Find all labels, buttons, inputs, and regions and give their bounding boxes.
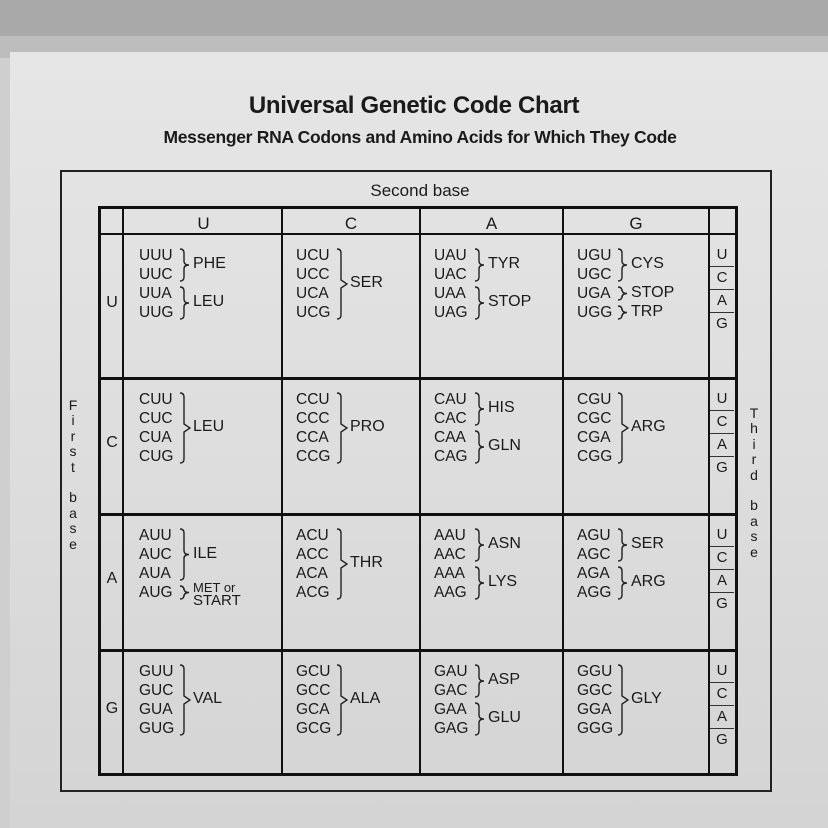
amino-acid-label: STOP xyxy=(488,293,532,310)
amino-acid-label: TYR xyxy=(488,255,520,272)
third-base-column xyxy=(710,524,734,615)
brace xyxy=(336,248,348,320)
column-header-c: C xyxy=(344,214,358,233)
codon: UGG xyxy=(577,304,613,321)
codon: CAC xyxy=(434,410,467,427)
row-label-c: C xyxy=(106,434,118,451)
codon: GGA xyxy=(577,701,612,718)
column-header-u: U xyxy=(197,214,210,233)
codon: CCC xyxy=(296,410,330,427)
grid-vline xyxy=(562,206,564,776)
codon: GUA xyxy=(139,701,173,718)
codon-list xyxy=(577,526,611,602)
brace xyxy=(474,248,486,282)
third-base-letter: a xyxy=(750,512,758,529)
row-label-a: A xyxy=(106,570,118,587)
codon: UAU xyxy=(434,247,467,264)
row-label-g: G xyxy=(105,700,119,717)
amino-acid-label: GLN xyxy=(488,437,521,454)
brace xyxy=(179,248,191,282)
codon-list xyxy=(296,526,330,602)
first-base-label xyxy=(67,398,79,552)
codon: AUU xyxy=(139,527,172,544)
codon: GCU xyxy=(296,663,331,680)
codon: GGU xyxy=(577,663,613,680)
brace xyxy=(336,664,348,736)
third-base-letter: U xyxy=(716,662,728,679)
third-base-letter: A xyxy=(710,289,734,312)
codon: CUG xyxy=(139,448,174,465)
codon-list xyxy=(296,246,330,322)
codon: ACC xyxy=(296,546,329,563)
codon-list xyxy=(434,390,468,466)
codon: CCA xyxy=(296,429,329,446)
brace xyxy=(474,664,486,698)
codon: GGG xyxy=(577,720,614,737)
codon: AGA xyxy=(577,565,610,582)
first-base-letter: e xyxy=(69,535,77,552)
brace xyxy=(474,702,486,736)
codon: AGG xyxy=(577,584,612,601)
brace xyxy=(617,286,629,301)
codon-list xyxy=(139,246,173,322)
third-base-letter: h xyxy=(750,420,758,437)
page-title: Universal Genetic Code Chart xyxy=(248,92,580,119)
codon: GUC xyxy=(139,682,174,699)
third-base-letter: C xyxy=(710,410,734,433)
codon: UAA xyxy=(434,285,466,302)
page-subtitle: Messenger RNA Codons and Amino Acids for Which They Code xyxy=(163,127,677,147)
third-base-letter: A xyxy=(710,433,734,456)
grid-hline xyxy=(98,649,738,652)
codon: GAU xyxy=(434,663,468,680)
amino-acid-label: PRO xyxy=(350,418,385,435)
codon: CGG xyxy=(577,448,613,465)
amino-acid-line: MET or xyxy=(193,579,236,595)
amino-acid-label: ASP xyxy=(488,671,521,688)
codon: AAU xyxy=(434,527,466,544)
brace xyxy=(474,286,486,320)
brace xyxy=(179,528,191,581)
amino-acid-label: LEU xyxy=(193,418,225,435)
codon: CAA xyxy=(434,429,466,446)
codon: UGC xyxy=(577,266,612,283)
brace xyxy=(474,528,486,562)
codon-list xyxy=(296,390,330,466)
first-base-letter: r xyxy=(70,427,76,444)
codon: UUG xyxy=(139,304,174,321)
codon-list xyxy=(139,662,174,738)
codon-list xyxy=(296,662,331,738)
codon: AAC xyxy=(434,546,466,563)
grid-vline xyxy=(281,206,283,776)
codon-list xyxy=(434,662,468,738)
third-base-letter: d xyxy=(750,466,758,483)
third-base-column xyxy=(710,244,734,335)
third-base-letter: C xyxy=(710,546,734,569)
codon: AUC xyxy=(139,546,172,563)
grid-vline xyxy=(122,206,124,776)
third-base-letter: G xyxy=(710,312,734,335)
brace xyxy=(336,528,348,600)
amino-acid-label: THR xyxy=(350,554,383,571)
third-base-letter: G xyxy=(710,592,734,615)
amino-acid-label: PHE xyxy=(193,255,226,272)
third-base-letter: s xyxy=(750,528,758,545)
brace xyxy=(179,664,191,736)
codon: UAC xyxy=(434,266,467,283)
codon: UUA xyxy=(139,285,172,302)
codon-list xyxy=(577,246,612,322)
third-base-letter: r xyxy=(751,451,757,468)
brace xyxy=(474,392,486,426)
codon: GCC xyxy=(296,682,331,699)
codon: ACA xyxy=(296,565,328,582)
third-base-letter: T xyxy=(749,405,759,421)
codon: AAA xyxy=(434,565,466,582)
brace xyxy=(179,392,191,464)
codon: GAG xyxy=(434,720,469,737)
brace xyxy=(617,528,629,562)
third-base-letter: G xyxy=(710,456,734,479)
first-base-letter: s xyxy=(69,520,77,537)
second-base-label: Second base xyxy=(370,181,470,200)
third-base-letter: U xyxy=(716,246,728,263)
amino-acid-label: ALA xyxy=(350,690,381,707)
codon: CUA xyxy=(139,429,172,446)
codon: UUC xyxy=(139,266,173,283)
third-base-letter: C xyxy=(710,682,734,705)
codon: ACG xyxy=(296,584,330,601)
amino-acid-label: STOP xyxy=(631,283,675,301)
amino-acid-label xyxy=(193,581,241,607)
codon: UGU xyxy=(577,247,612,264)
amino-acid-line: START xyxy=(193,591,241,609)
first-base-letter: s xyxy=(69,443,77,460)
brace xyxy=(336,392,348,464)
codon: CGA xyxy=(577,429,611,446)
codon: CCU xyxy=(296,391,330,408)
brace xyxy=(617,305,629,320)
third-base-column xyxy=(710,388,734,479)
third-base-letter: G xyxy=(710,728,734,751)
third-base-label xyxy=(748,406,760,560)
third-base-letter: i xyxy=(752,435,756,452)
codon: UCG xyxy=(296,304,331,321)
codon: GAC xyxy=(434,682,468,699)
codon: CUU xyxy=(139,391,173,408)
codon: GUU xyxy=(139,663,174,680)
amino-acid-label: GLY xyxy=(631,690,662,707)
codon: GCG xyxy=(296,720,332,737)
codon: AGU xyxy=(577,527,611,544)
amino-acid-label: LEU xyxy=(193,293,225,310)
codon: AUA xyxy=(139,565,171,582)
third-base-letter: b xyxy=(750,497,758,514)
first-base-letter xyxy=(67,475,79,490)
third-base-letter: U xyxy=(716,390,728,407)
third-base-letter: U xyxy=(716,526,728,543)
codon-list xyxy=(434,526,467,602)
brace xyxy=(617,248,629,282)
codon: ACU xyxy=(296,527,329,544)
brace xyxy=(474,566,486,600)
codon: AAG xyxy=(434,584,467,601)
brace xyxy=(179,585,191,600)
codon: CGC xyxy=(577,410,612,427)
brace xyxy=(179,286,191,320)
third-base-letter: C xyxy=(710,266,734,289)
third-base-letter: A xyxy=(710,569,734,592)
codon: UUU xyxy=(139,247,173,264)
column-header-a: A xyxy=(485,214,498,233)
third-base-letter xyxy=(748,483,760,498)
codon: AGC xyxy=(577,546,611,563)
first-base-letter: F xyxy=(68,397,78,413)
codon: CUC xyxy=(139,410,173,427)
codon-list xyxy=(577,662,613,738)
grid-hline xyxy=(98,513,738,516)
brace xyxy=(474,430,486,464)
brace xyxy=(617,392,629,464)
codon: AUG xyxy=(139,584,173,601)
codon: UCC xyxy=(296,266,330,283)
codon: GCA xyxy=(296,701,330,718)
codon: CCG xyxy=(296,448,331,465)
codon-list xyxy=(434,246,468,322)
codon: UCA xyxy=(296,285,329,302)
amino-acid-label: ASN xyxy=(488,535,521,552)
brace xyxy=(617,664,629,736)
amino-acid-label: ARG xyxy=(631,573,666,590)
first-base-letter: b xyxy=(69,489,77,506)
codon-list xyxy=(139,390,173,466)
first-base-letter: t xyxy=(71,458,75,475)
amino-acid-label: CYS xyxy=(631,255,664,272)
codon-list xyxy=(139,526,173,602)
third-base-letter: A xyxy=(710,705,734,728)
amino-acid-label: SER xyxy=(350,274,383,291)
grid-hline xyxy=(98,377,738,380)
codon: GUG xyxy=(139,720,175,737)
row-label-u: U xyxy=(106,294,118,311)
amino-acid-label: ARG xyxy=(631,418,666,435)
first-base-letter: a xyxy=(69,504,77,521)
codon-list xyxy=(577,390,612,466)
codon: UCU xyxy=(296,247,330,264)
codon: CAU xyxy=(434,391,467,408)
codon: UGA xyxy=(577,285,611,302)
codon: UAG xyxy=(434,304,468,321)
grid-vline xyxy=(419,206,421,776)
amino-acid-label: ILE xyxy=(193,544,218,562)
codon: CGU xyxy=(577,391,612,408)
codon: GGC xyxy=(577,682,613,699)
amino-acid-label: HIS xyxy=(488,399,515,416)
amino-acid-label: SER xyxy=(631,535,664,552)
codon: GAA xyxy=(434,701,467,718)
amino-acid-label: GLU xyxy=(488,709,521,726)
third-base-column xyxy=(710,660,734,751)
first-base-letter: i xyxy=(71,412,75,429)
brace xyxy=(617,566,629,600)
third-base-letter: e xyxy=(750,543,758,560)
amino-acid-label: VAL xyxy=(193,690,223,707)
amino-acid-label: TRP xyxy=(631,302,663,320)
codon: CAG xyxy=(434,448,468,465)
column-header-g: G xyxy=(629,214,643,233)
amino-acid-label: LYS xyxy=(488,573,518,590)
